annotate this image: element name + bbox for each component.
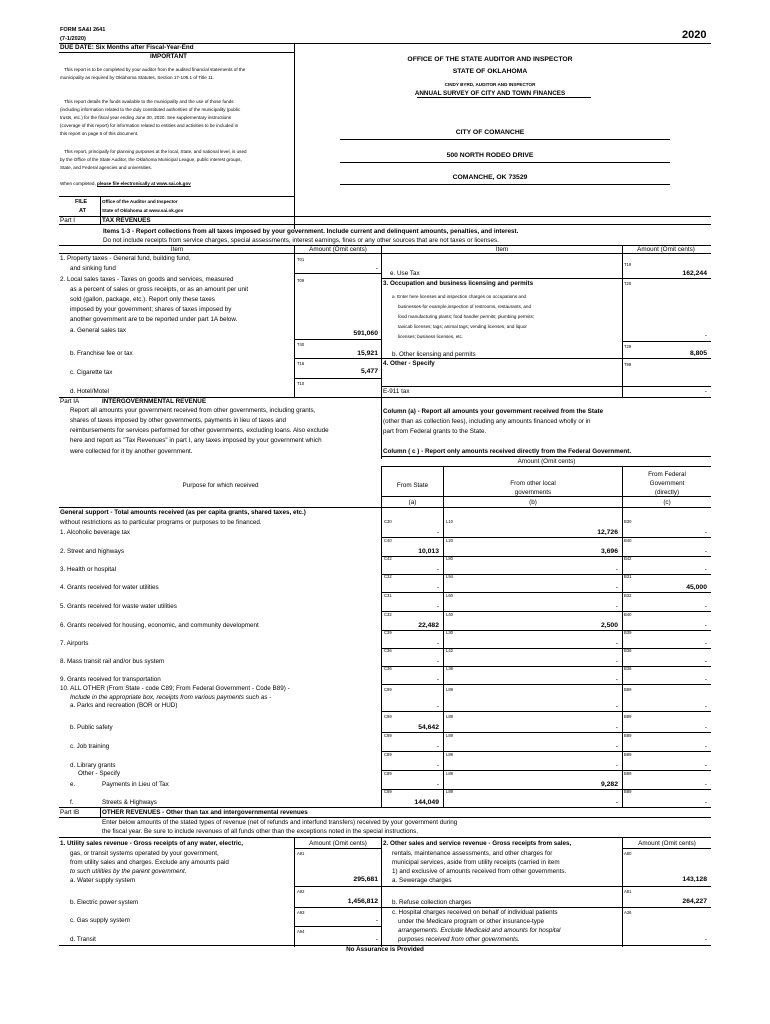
utility-text: from utility sales and charges. Exclude any amounts paid (70, 859, 229, 866)
code: T29 (624, 344, 632, 349)
utility-text: to such utilities by the parent government. (70, 868, 187, 875)
cigarette-tax-amount: 5,477 (360, 368, 378, 375)
report-year: 2020 (682, 29, 707, 41)
general-support-label: General support - Total amounts received (as per capita grants, shared taxes, etc.) (60, 509, 306, 516)
code: L10 (446, 519, 453, 524)
intergov-amount-c: - (704, 529, 707, 536)
column-a-note (383, 408, 603, 415)
all-other-label: 10. ALL OTHER (From State - code C89; From Federal Government - Code B89) - (60, 685, 290, 692)
from-local-header: From other local (510, 480, 556, 487)
intergov-amount-b: - (615, 603, 618, 610)
refuse-label: b. Refuse collection charges (392, 899, 472, 906)
intergov-amount-c: - (704, 658, 707, 665)
code: C36 (384, 648, 392, 653)
general-support-text (60, 509, 306, 516)
intergov-other-amount-a: - (436, 781, 439, 788)
code: B89 (624, 752, 632, 757)
city-address: 500 NORTH RODEO DRIVE (446, 152, 534, 159)
code: C89 (384, 714, 392, 719)
auditor-name: CINDY BYRD, AUDITOR AND INSPECTOR (444, 82, 536, 87)
part-i-title: TAX REVENUES (102, 217, 151, 224)
intergov-amount-a: - (436, 529, 439, 536)
intergov-amount-b: - (615, 676, 618, 683)
row-rule (382, 574, 711, 575)
licensing-text: taxicab licenses; tags; animal tags; vending licenses, and liquor (398, 324, 527, 329)
other-specify-label: Other - Specify (78, 770, 120, 777)
code: L36 (446, 666, 453, 671)
code: A81 (624, 889, 632, 894)
code: L60 (446, 593, 453, 598)
part-ia-label: Part IA (60, 398, 80, 405)
other-licensing-label: b. Other licensing and permits (392, 351, 476, 358)
intergov-amount-b: 2,500 (600, 622, 618, 629)
column-a-note-2: (other than as collection fees), including any amounts financed wholly or in (383, 418, 591, 425)
intro-text: This report, principally for planning purposes at the local, State, and national level, is used (64, 149, 247, 154)
row-rule (382, 537, 711, 538)
from-federal-header-3: (directly) (654, 489, 680, 496)
code: C30 (384, 519, 392, 524)
e911-label: E-911 tax (383, 388, 410, 395)
intergov-row-label: 4. Grants received for water utilities (60, 584, 159, 591)
local-sales-taxes-label: 2. Local sales taxes - Taxes on goods and services, measured (60, 276, 234, 283)
code: A92 (297, 889, 305, 894)
code: L94 (446, 574, 453, 579)
code: B36 (624, 648, 632, 653)
code: C32 (384, 574, 392, 579)
intergov-other-amount-b: - (615, 762, 618, 769)
transit-label: d. Transit (70, 936, 96, 943)
file-office: Office of the Auditor and Inspector (102, 199, 178, 204)
code: B30 (624, 519, 632, 524)
intergov-amount-c: 45,000 (686, 584, 707, 591)
part-ia-desc: here and report as "Tax Revenues" in part I, any taxes imposed by your government which (70, 437, 322, 444)
code: L89 (446, 714, 453, 719)
intergov-amount-b: - (615, 566, 618, 573)
intro-when-completed: When completed, (60, 181, 98, 186)
hospital-text: under the Medicare program or other insurance-type (398, 918, 544, 925)
col-c-label: (c) (663, 499, 671, 506)
code: B40 (624, 538, 632, 543)
part-ia-desc: shares of taxes imposed by other governments, payments in lieu of taxes and (70, 417, 286, 424)
use-tax-amount: 162,244 (682, 270, 707, 277)
row-rule (382, 556, 711, 557)
code: C89 (384, 752, 392, 757)
property-taxes-label: 1. Property taxes - General fund, building fund, (60, 255, 191, 262)
intro-text: (coverage of this report) for information related to entities and activities to be included in (60, 123, 239, 128)
other-tax-label (383, 360, 435, 367)
code: A80 (624, 851, 632, 856)
row-rule (382, 684, 711, 685)
intro-text: by the Office of the State Auditor, the Oklahoma Municipal League, public interest groups, (60, 157, 242, 162)
file-website: State of Oklahoma at www.sai.ok.gov (102, 208, 184, 213)
code: B32 (624, 593, 632, 598)
code: B31 (624, 574, 632, 579)
streets-highways: Streets & Highways (102, 799, 157, 806)
intergov-amount-c: - (704, 566, 707, 573)
intergov-row-label: 8. Mass transit rail and/or bus system (60, 658, 165, 665)
intro-text: This report is to be completed by your auditor from the audited financial statements of the (64, 67, 246, 72)
hospital-text: c. Hospital charges received on behalf of individual patients (392, 909, 558, 916)
row-rule (382, 630, 711, 631)
intergov-amount-a: - (436, 640, 439, 647)
parks-b: - (615, 703, 618, 710)
intergov-amount-c: - (704, 603, 707, 610)
column-c-note-text: Column ( c ) - Report only amounts received directly from the Federal Government. (383, 448, 632, 455)
code: T10 (297, 381, 305, 386)
intergov-other-amount-b: 9,282 (600, 781, 618, 788)
office-title: OFFICE OF THE STATE AUDITOR AND INSPECTOR (407, 56, 573, 63)
other-licensing-amount: 8,805 (689, 350, 707, 357)
code: L89 (446, 733, 453, 738)
intergov-other-label: d. Library grants (70, 762, 116, 769)
intergov-row-label: 5. Grants received for waste water utilities (60, 603, 177, 610)
part-i-instructions-2: Do not include receipts from service charges, special assessments, interest earnings, fines or any other sources that are not taxes or licenses. (103, 237, 499, 244)
licensing-text: businesses-for example,inspection of restrooms, restaurants, and (398, 304, 532, 309)
intro-text: (including information related to the duly constituted authorities of the municipality (public (60, 107, 241, 112)
intergov-other-amount-b: - (615, 724, 618, 731)
from-local-header-2: governments (514, 489, 552, 496)
code: B89 (624, 714, 632, 719)
code: B89 (624, 771, 632, 776)
state-title: STATE OF OKLAHOMA (452, 68, 528, 75)
from-federal-header-2: Government (649, 480, 685, 487)
property-taxes-label-2: and sinking fund (70, 265, 116, 272)
row-rule (382, 732, 711, 733)
intergov-other-amount-c: - (704, 743, 707, 750)
from-federal-header: From Federal (648, 471, 686, 478)
code: T20 (624, 281, 632, 286)
intro-text: State, and Federal agencies and universities. (60, 165, 152, 170)
property-taxes-amount: - (375, 265, 378, 272)
franchise-fee-label: b. Franchise fee or tax (70, 350, 133, 357)
other-sales-text: 2. Other sales and service revenue - Gross receipts from sales, (383, 840, 572, 847)
general-sales-tax-label: a. General sales tax (70, 327, 127, 334)
column-c-note (383, 448, 631, 455)
intergov-amount-b: - (615, 584, 618, 591)
code: T09 (297, 278, 305, 283)
row-rule (382, 611, 711, 612)
intergov-amount-b: 12,726 (597, 529, 618, 536)
intergov-amount-a: 22,482 (418, 622, 439, 629)
code: L42 (446, 648, 453, 653)
item-header: Item (170, 246, 184, 253)
intergov-amount-c: - (704, 622, 707, 629)
footer-note: No Assurance is Provided (346, 946, 424, 953)
code: B42 (624, 556, 632, 561)
amount-header-right: Amount (Omit cents) (637, 246, 695, 253)
code: C42 (384, 556, 392, 561)
intro-text: municipality as required by Oklahoma Statutes, Section 17-109.1 of Title 11. (60, 75, 215, 80)
intergov-other-amount-a: 144,049 (414, 799, 439, 806)
row-rule (382, 592, 711, 593)
utility-sales-label (60, 840, 243, 847)
electric-power-label: b. Electric power system (70, 899, 139, 906)
sewerage-label: a. Sewerage charges (392, 877, 452, 884)
file-at-label: AT (79, 208, 87, 214)
code: L89 (446, 771, 453, 776)
survey-title: ANNUAL SURVEY OF CITY AND TOWN FINANCES (414, 90, 566, 97)
e911-amount: - (704, 388, 707, 395)
part-ia-title: INTERGOVERNMENTAL REVENUE (102, 398, 207, 405)
intergov-other-amount-a: 54,642 (418, 724, 439, 731)
code: T99 (624, 362, 632, 367)
part-i-instructions (103, 228, 518, 235)
hospital-amount: - (704, 936, 707, 943)
hospital-text: purposes received from other governments. (398, 936, 520, 943)
city-name: CITY OF COMANCHE (455, 129, 525, 136)
due-date: DUE DATE: Six Months after Fiscal-Year-End (60, 44, 194, 51)
local-sales-text: as a percent of sales or gross receipts, or as an amount per unit (70, 286, 249, 293)
row-rule (382, 666, 711, 667)
intergov-other-amount-b: - (615, 743, 618, 750)
code: B89 (624, 733, 632, 738)
form-revision: (7-1/2020) (60, 36, 86, 42)
cigarette-tax-label: c. Cigarette tax (70, 369, 113, 376)
intergov-amount-a: - (436, 676, 439, 683)
part-ib-desc-2: the fiscal year. Be sure to include revenues of all funds other than the exceptions noted in the special instructions. (102, 828, 419, 835)
electric-power-amount: 1,456,812 (347, 898, 378, 905)
code: B40 (624, 612, 632, 617)
other-sales-label (383, 840, 571, 847)
local-sales-text: imposed by your government; shares of taxes imposed by (70, 306, 232, 313)
intergov-other-label: e. (70, 781, 76, 788)
intergov-row-label: 3. Health or hospital (60, 566, 117, 573)
intergov-row-label: 6. Grants received for housing, economic, and community development (60, 622, 259, 629)
part-ia-desc: Report all amounts your government received from other governments, including grants, (70, 407, 316, 414)
intro-text: trusts, etc.) for the fiscal year ending June 30, 2020. See supplementary instructions (60, 115, 232, 120)
parks-a: - (436, 703, 439, 710)
licensing-text: food manufacturing plants; food handler permits; plumbing permits; (398, 314, 535, 319)
intergov-row-label: 7. Airports (60, 640, 89, 647)
other-sales-text: municipal services, aside from utility receipts (carried in item (392, 859, 560, 866)
intergov-other-amount-a: - (436, 743, 439, 750)
code: C89 (384, 733, 392, 738)
row-rule (382, 770, 711, 771)
sewerage-amount: 143,128 (682, 876, 707, 883)
code: L20 (446, 538, 453, 543)
file-electronically-link[interactable]: please file electronically at www.sai.ok.gov (97, 181, 191, 186)
gas-supply-label: c. Gas supply system (70, 917, 130, 924)
water-supply-label: a. Water supply system (70, 877, 136, 884)
intergov-amount-a: - (436, 584, 439, 591)
important-heading: IMPORTANT (150, 53, 187, 60)
general-support-text-2: without restrictions as to particular programs or purposes to be financed. (60, 519, 262, 526)
code: L40 (446, 612, 453, 617)
code: T19 (624, 262, 632, 267)
intergov-other-amount-c: - (704, 799, 707, 806)
intergov-other-amount-c: - (704, 724, 707, 731)
refuse-amount: 264,227 (682, 898, 707, 905)
column-a-note-text: Column (a) - Report all amounts your government received from the State (383, 408, 604, 415)
hotel-motel-label: d. Hotel/Motel (70, 388, 109, 395)
franchise-fee-amount: 15,921 (357, 350, 378, 357)
intergov-row-label: 2. Street and highways (60, 548, 125, 555)
code: L89 (446, 752, 453, 757)
parks-recreation-label: a. Parks and recreation (BOR or HUD) (70, 702, 178, 709)
amount-omit-cents: Amount (Omit cents) (517, 458, 576, 465)
code: L89 (446, 789, 453, 794)
intergov-amount-c: - (704, 548, 707, 555)
use-tax-label: e. Use Tax (390, 270, 420, 277)
intergov-other-label: b. Public safety (70, 724, 113, 731)
code: C40 (384, 538, 392, 543)
code: L89 (446, 687, 453, 692)
local-sales-text: sold (gallon, package, etc.). Report only these taxes (70, 296, 215, 303)
item-header-right: Item (495, 246, 509, 253)
utility-text: gas, or transit systems operated by your government, (70, 850, 219, 857)
intergov-amount-a: - (436, 566, 439, 573)
code: B39 (624, 630, 632, 635)
code: C89 (384, 789, 392, 794)
intergov-row-label: 9. Grants received for transportation (60, 676, 161, 683)
code: A94 (297, 929, 305, 934)
code: C36 (384, 666, 392, 671)
column-a-note-3: part from Federal grants to the State. (383, 428, 487, 435)
code: C39 (384, 630, 392, 635)
gas-supply-amount: - (375, 917, 378, 924)
code: T40 (297, 342, 305, 347)
intergov-other-amount-c: - (704, 762, 707, 769)
intro-text: This report details the funds available to the municipality and the use of those funds (64, 99, 234, 104)
intergov-other-amount-c: - (704, 781, 707, 788)
general-sales-tax-amount: 591,060 (353, 330, 378, 337)
amount-header-ib: Amount (Omit cents) (309, 840, 367, 847)
code: A36 (624, 910, 632, 915)
purpose-header: Purpose for which received (182, 482, 259, 489)
code: A91 (297, 851, 305, 856)
occupation-licensing-label: 3. Occupation and business licensing and permits (383, 280, 534, 287)
code: C89 (384, 771, 392, 776)
city-state-zip: COMANCHE, OK 73529 (452, 174, 528, 181)
code: C89 (384, 687, 392, 692)
intro-text (60, 181, 191, 186)
transit-amount: - (375, 936, 378, 943)
amount-header: Amount (Omit cents) (309, 246, 367, 253)
intergov-amount-b: 3,696 (600, 548, 618, 555)
licensing-text: a. Enter here licenses and inspection charges on occupations and (392, 294, 527, 299)
code: C32 (384, 612, 392, 617)
code: A93 (297, 910, 305, 915)
local-sales-text: another government are to be reported under part 1A below. (70, 316, 238, 323)
other-specify: 4. Other - Specify (383, 360, 435, 367)
code: L80 (446, 556, 453, 561)
water-supply-amount: 295,681 (353, 876, 378, 883)
row-rule (382, 789, 711, 790)
code: B89 (624, 789, 632, 794)
code: B89 (624, 687, 632, 692)
intergov-amount-b: - (615, 658, 618, 665)
intergov-amount-a: 10,013 (418, 548, 439, 555)
part-ia-desc: reimbursements for services performed for other governments, excluding loans. Also exclude (70, 427, 329, 434)
intergov-amount-c: - (704, 676, 707, 683)
intergov-amount-a: - (436, 658, 439, 665)
intro-text: this report on page 6 of this document. (60, 131, 139, 136)
all-other-note: Include in the appropriate box, receipts from various payments such as - (70, 694, 272, 701)
part-ib-title: OTHER REVENUES - Other than tax and intergovernmental revenues (102, 809, 308, 816)
parks-c: - (704, 703, 707, 710)
form-id: FORM SA&I 2641 (60, 27, 106, 33)
licensing-a-amount: - (704, 332, 707, 339)
intergov-other-amount-a: - (436, 762, 439, 769)
part-i-instruction-1: Items 1-3 - Report collections from all taxes imposed by your government. Include current and delinquent amounts, penalties, and interest. (103, 228, 519, 235)
intergov-amount-a: - (436, 603, 439, 610)
intergov-other-label: c. Job training (70, 743, 110, 750)
code: T16 (297, 361, 305, 366)
code: C31 (384, 593, 392, 598)
intergov-row-label: 1. Alcoholic beverage tax (60, 529, 131, 536)
other-sales-text: 1) and exclusive of amounts received from other governments. (392, 868, 567, 875)
part-ia-desc: were collected for it by another government. (70, 448, 193, 455)
intergov-other-amount-b: - (615, 799, 618, 806)
row-rule (382, 751, 711, 752)
row-rule (382, 648, 711, 649)
amount-header-ib-right: Amount (Omit cents) (638, 840, 696, 847)
code: T01 (297, 257, 305, 262)
col-b-label: (b) (529, 499, 537, 506)
intergov-amount-b: - (615, 640, 618, 647)
part-ib-desc: Enter below amounts of the stated types of revenue (net of refunds and interfund transfers) received by your government during (102, 819, 458, 826)
code: L30 (446, 630, 453, 635)
payments-lieu-tax: Payments in Lieu of Tax (102, 781, 169, 788)
col-a-label: (a) (408, 499, 417, 506)
other-sales-text: rentals, maintenance assessments, and other charges for (392, 850, 553, 857)
part-i-label: Part I (60, 217, 76, 224)
from-state-header: From State (396, 482, 429, 489)
intergov-other-label: f. (70, 799, 74, 806)
code: B36 (624, 666, 632, 671)
intergov-amount-c: - (704, 640, 707, 647)
licensing-text: licenses; business licenses, etc. (398, 334, 464, 339)
hospital-text: arrangements. Exclude Medicaid and amounts for hospital (398, 927, 561, 934)
utility-sales-text: 1. Utility sales revenue - Gross receipts of any water, electric, (60, 840, 244, 847)
file-label: FILE (75, 199, 88, 205)
part-ib-label: Part IB (60, 809, 80, 816)
